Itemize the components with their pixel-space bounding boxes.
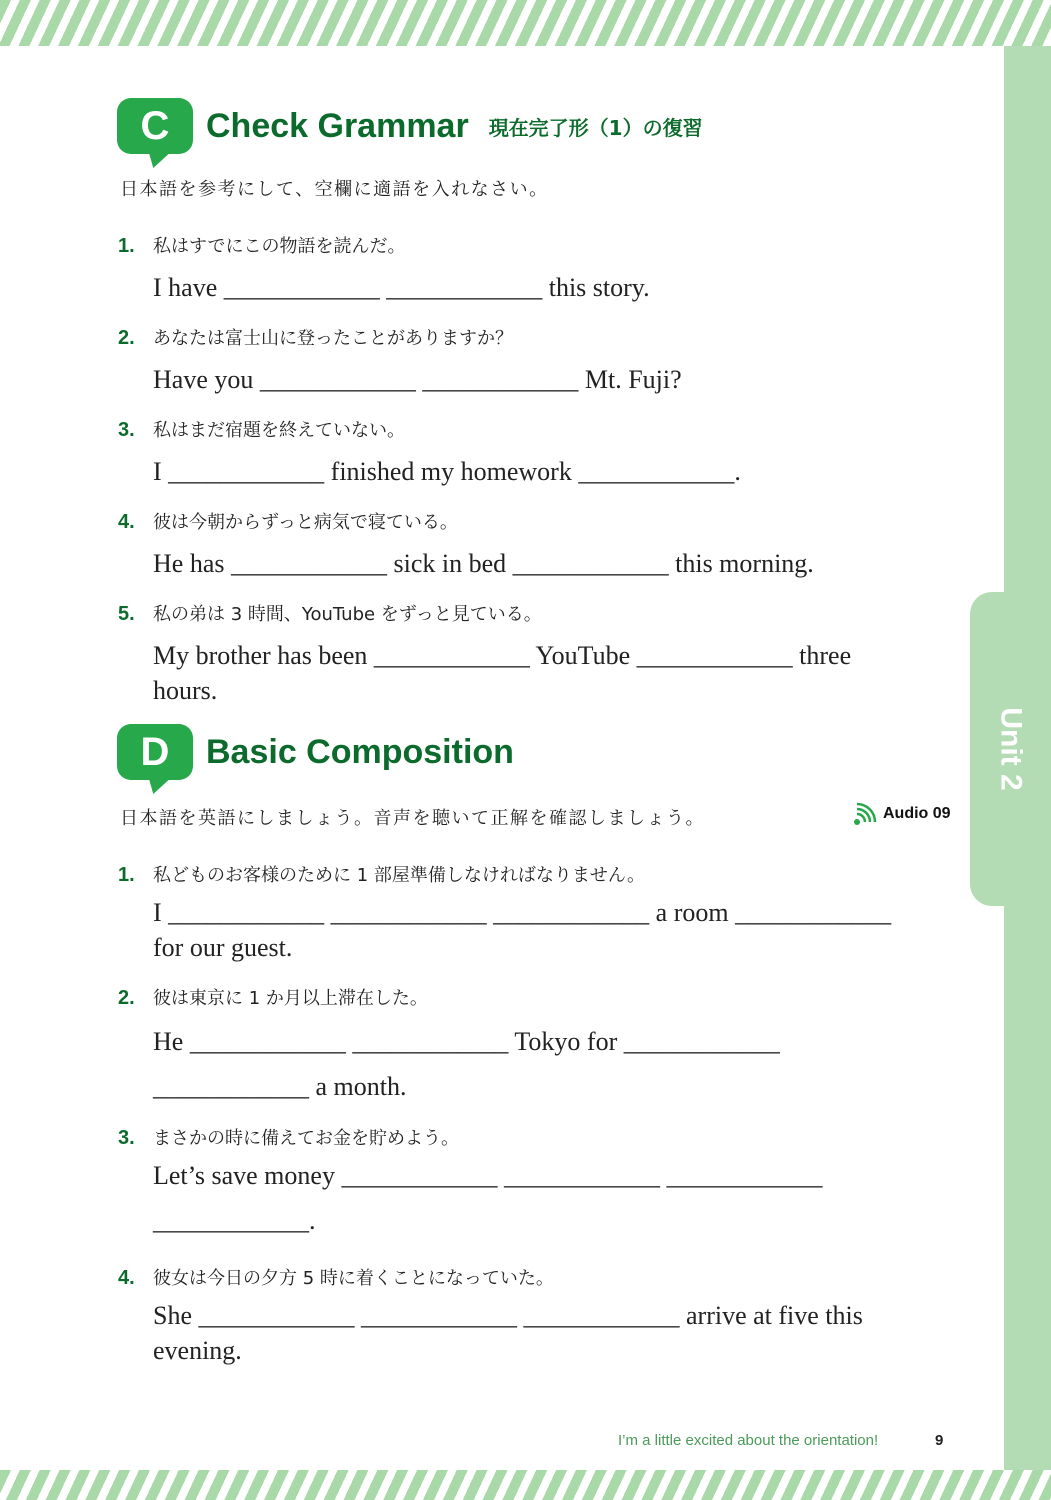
exercise-item: [118, 1124, 918, 1238]
item-number: 4.: [118, 511, 135, 533]
section-d-instruction: 日本語を英語にしましょう。音声を聴いて正解を確認しましょう。: [120, 808, 705, 829]
top-stripe-decoration: [0, 0, 1051, 46]
section-c-instruction: 日本語を参考にして、空欄に適語を入れなさい。: [120, 179, 549, 200]
unit-tab: [970, 592, 1051, 906]
japanese-prompt: まさかの時に備えてお金を貯めよう。: [153, 1128, 459, 1149]
japanese-prompt: 彼は今朝からずっと病気で寝ている。: [153, 512, 458, 533]
item-number: 3.: [118, 419, 135, 441]
section-c-subtitle: 現在完了形（1）の復習: [488, 115, 703, 140]
section-d-title: Basic Composition: [206, 732, 514, 771]
item-number: 1.: [118, 864, 135, 886]
exercise-item: [118, 232, 918, 305]
exercise-item: [118, 861, 918, 965]
exercise-item: [118, 508, 918, 581]
exercise-item: [118, 984, 918, 1104]
section-d-badge: D: [117, 724, 193, 780]
item-number: 3.: [118, 1127, 135, 1149]
english-sentence: Have you ____________ ____________ Mt. Fuji?: [153, 365, 682, 394]
audio-wave-icon: [853, 802, 879, 826]
bottom-stripe-decoration: [0, 1470, 1051, 1500]
english-sentence-line2: ____________ a month.: [153, 1072, 407, 1101]
english-sentence: I ____________ ____________ ____________ a room ____________ for our guest.: [153, 898, 892, 962]
section-d-header: [117, 724, 514, 780]
exercise-item: [118, 600, 918, 708]
japanese-prompt: 彼は東京に 1 か月以上滞在した。: [153, 988, 428, 1009]
english-sentence: She ____________ ____________ ____________ arrive at five this evening.: [153, 1301, 863, 1365]
unit-tab-label: Unit 2: [994, 707, 1028, 791]
audio-button[interactable]: [853, 802, 951, 826]
japanese-prompt: 私の弟は 3 時間、YouTube をずっと見ている。: [153, 604, 542, 625]
english-sentence: My brother has been ____________ YouTube ____________ three hours.: [153, 641, 852, 705]
section-c-badge: C: [117, 98, 193, 154]
japanese-prompt: 私どものお客様のために 1 部屋準備しなければなりません。: [153, 865, 645, 886]
japanese-prompt: あなたは富士山に登ったことがありますか？: [153, 328, 513, 349]
japanese-prompt: 彼女は今日の夕方 5 時に着くことになっていた。: [153, 1268, 554, 1289]
section-c-title: Check Grammar: [206, 106, 469, 145]
exercise-item: [118, 416, 918, 489]
exercise-item: [118, 324, 918, 397]
japanese-prompt: 私はまだ宿題を終えていない。: [153, 420, 405, 441]
item-number: 1.: [118, 235, 135, 257]
footer-caption: I’m a little excited about the orientation!: [618, 1432, 879, 1449]
english-sentence: I have ____________ ____________ this story.: [153, 273, 650, 302]
item-number: 2.: [118, 987, 135, 1009]
english-sentence: I ____________ finished my homework ____________.: [153, 457, 741, 486]
item-number: 5.: [118, 603, 135, 625]
english-sentence: Let’s save money ____________ ____________ ____________: [153, 1161, 823, 1190]
english-sentence: He ____________ ____________ Tokyo for ____________: [153, 1027, 780, 1056]
exercise-item: [118, 1264, 918, 1368]
item-number: 2.: [118, 327, 135, 349]
section-c-header: [117, 98, 703, 154]
english-sentence-line2: ____________.: [153, 1206, 316, 1235]
audio-label: Audio 09: [883, 805, 951, 822]
item-number: 4.: [118, 1267, 135, 1289]
english-sentence: He has ____________ sick in bed ____________ this morning.: [153, 549, 814, 578]
page-number: 9: [935, 1432, 944, 1449]
japanese-prompt: 私はすでにこの物語を読んだ。: [153, 236, 406, 257]
